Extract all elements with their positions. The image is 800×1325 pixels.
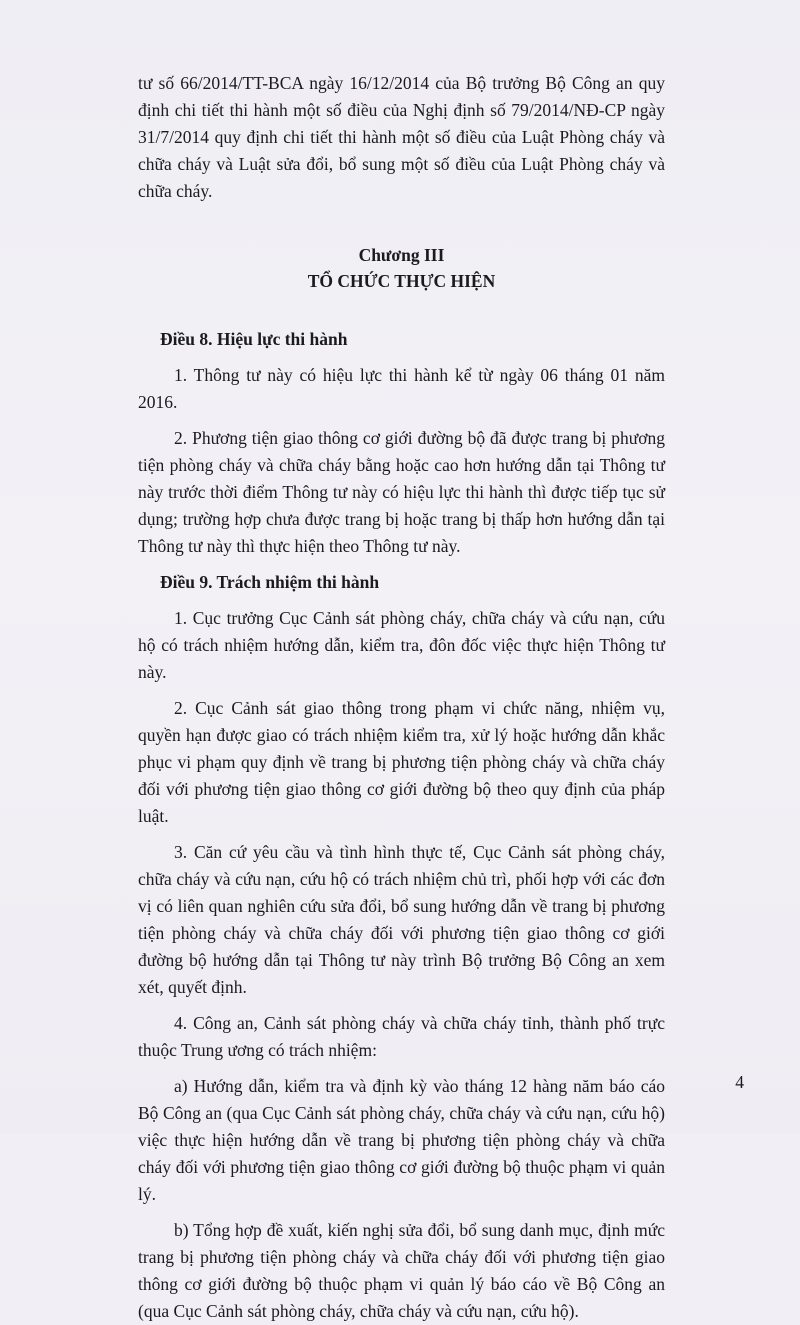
article-9-item-4: 4. Công an, Cảnh sát phòng cháy và chữa cháy tỉnh, thành phố trực thuộc Trung ương có trách nhiệm: [138,1013,665,1060]
chapter-heading [138,242,665,294]
article-9-item-2: 2. Cục Cảnh sát giao thông trong phạm vi chức năng, nhiệm vụ, quyền hạn được giao có trách nhiệm kiểm tra, xử lý hoặc hướng dẫn khắc phục vi phạm quy định về trang bị phương tiện phòng cháy và chữa cháy đối với phương tiện giao thông cơ giới đường bộ theo quy định của pháp luật. [138,698,665,826]
article-9-item-3: 3. Căn cứ yêu cầu và tình hình thực tế, Cục Cảnh sát phòng cháy, chữa cháy và cứu nạn, cứu hộ có trách nhiệm chủ trì, phối hợp với các đơn vị có liên quan nghiên cứu sửa đổi, bổ sung hướng dẫn về trang bị phương tiện phòng cháy và chữa cháy đối với phương tiện giao thông cơ giới đường bộ hướng dẫn tại Thông tư này trình Bộ trưởng Bộ Công an xem xét, quyết định. [138,842,665,997]
intro-paragraph: tư số 66/2014/TT-BCA ngày 16/12/2014 của Bộ trưởng Bộ Công an quy định chi tiết thi hành một số điều của Nghị định số 79/2014/NĐ-CP ngày 31/7/2014 quy định chi tiết thi hành một số điều của Luật Phòng cháy và chữa cháy và Luật sửa đổi, bổ sung một số điều của Luật Phòng cháy và chữa cháy. [138,73,665,201]
page-number: 4 [735,1072,744,1092]
article-8-item-2: 2. Phương tiện giao thông cơ giới đường bộ đã được trang bị phương tiện phòng cháy và chữa cháy bằng hoặc cao hơn hướng dẫn tại Thông tư này trước thời điểm Thông tư này có hiệu lực thi hành thì được tiếp tục sử dụng; trường hợp chưa được trang bị hoặc trang bị thấp hơn hướng dẫn tại Thông tư này thì thực hiện theo Thông tư này. [138,428,665,556]
article-8-heading: Điều 8. Hiệu lực thi hành [160,329,348,349]
article-9-item-4a: a) Hướng dẫn, kiểm tra và định kỳ vào tháng 12 hàng năm báo cáo Bộ Công an (qua Cục Cảnh sát phòng cháy, chữa cháy và cứu nạn, cứu hộ) việc thực hiện hướng dẫn về trang bị phương tiện phòng cháy và chữa cháy đối với phương tiện giao thông cơ giới đường bộ thuộc phạm vi quản lý. [138,1076,665,1204]
article-9-heading: Điều 9. Trách nhiệm thi hành [160,572,380,592]
chapter-title: TỔ CHỨC THỰC HIỆN [307,271,496,291]
article-9-item-4b: b) Tổng hợp đề xuất, kiến nghị sửa đổi, bổ sung danh mục, định mức trang bị phương tiện phòng cháy và chữa cháy đối với phương tiện giao thông cơ giới đường bộ thuộc phạm vi quản lý báo cáo về Bộ Công an (qua Cục Cảnh sát phòng cháy, chữa cháy và cứu nạn, cứu hộ). [138,1220,665,1321]
article-9-item-1: 1. Cục trưởng Cục Cảnh sát phòng cháy, chữa cháy và cứu nạn, cứu hộ có trách nhiệm hướng dẫn, kiểm tra, đôn đốc việc thực hiện Thông tư này. [138,608,665,682]
chapter-number: Chương III [358,245,445,265]
article-8-item-1: 1. Thông tư này có hiệu lực thi hành kể từ ngày 06 tháng 01 năm 2016. [138,365,665,412]
